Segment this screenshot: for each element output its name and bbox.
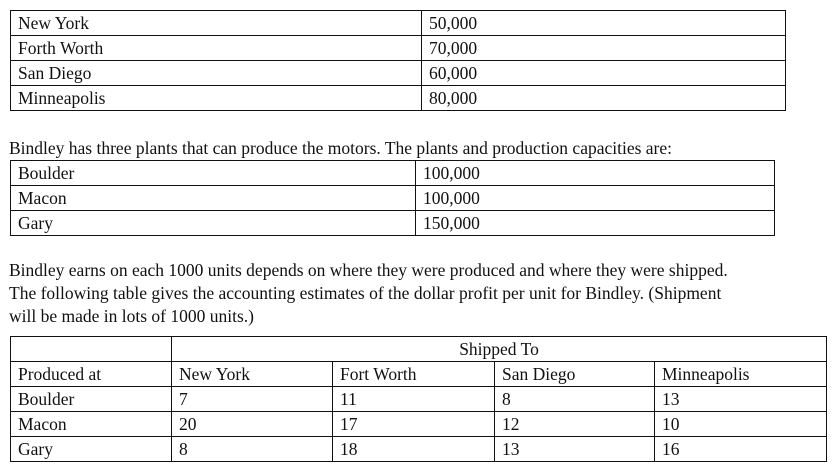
plant-cell: Gary (11, 211, 416, 236)
profit-intro-line: will be made in lots of 1000 units.) (9, 306, 254, 326)
demand-cell: 60,000 (422, 61, 786, 86)
column-header: Minneapolis (655, 362, 827, 387)
profit-cell: 18 (333, 437, 495, 462)
plant-cell: Macon (11, 412, 172, 437)
table-row (11, 86, 786, 111)
profit-cell: 8 (172, 437, 333, 462)
capacity-cell: 150,000 (416, 211, 775, 236)
city-cell: San Diego (11, 61, 422, 86)
plant-cell: Macon (11, 186, 416, 211)
column-header: Fort Worth (333, 362, 495, 387)
table-row (11, 186, 775, 211)
table-row (11, 11, 786, 36)
table-row (11, 412, 827, 437)
city-cell: Minneapolis (11, 86, 422, 111)
column-header: San Diego (495, 362, 655, 387)
demand-cell: 80,000 (422, 86, 786, 111)
shipped-to-header: Shipped To (172, 337, 827, 362)
profit-cell: 13 (495, 437, 655, 462)
profit-table (10, 336, 827, 462)
plants-intro-text: Bindley has three plants that can produce the motors. The plants and production capacities are: (9, 138, 673, 158)
profit-cell: 13 (655, 387, 827, 412)
profit-intro-line: The following table gives the accounting estimates of the dollar profit per unit for Bindley. (Shipment (9, 283, 722, 303)
profit-cell: 7 (172, 387, 333, 412)
column-header: New York (172, 362, 333, 387)
table-row (11, 211, 775, 236)
table-row (11, 36, 786, 61)
profit-cell: 11 (333, 387, 495, 412)
city-cell: New York (11, 11, 422, 36)
table-row (11, 337, 827, 362)
city-cell: Forth Worth (11, 36, 422, 61)
profit-intro-line: Bindley earns on each 1000 units depends on where they were produced and where they were shipped. (9, 260, 728, 280)
demand-cell: 70,000 (422, 36, 786, 61)
produced-at-header: Produced at (11, 362, 172, 387)
plant-cell: Boulder (11, 161, 416, 186)
demand-cell: 50,000 (422, 11, 786, 36)
profit-cell: 17 (333, 412, 495, 437)
profit-cell: 20 (172, 412, 333, 437)
profit-intro-text (9, 259, 728, 328)
table-row (11, 437, 827, 462)
capacity-cell: 100,000 (416, 161, 775, 186)
table-row (11, 161, 775, 186)
plant-cell: Boulder (11, 387, 172, 412)
profit-cell: 16 (655, 437, 827, 462)
table-row (11, 362, 827, 387)
capacity-cell: 100,000 (416, 186, 775, 211)
profit-cell: 12 (495, 412, 655, 437)
profit-cell: 10 (655, 412, 827, 437)
capacity-table (10, 160, 775, 236)
table-row (11, 61, 786, 86)
plant-cell: Gary (11, 437, 172, 462)
demand-table (10, 10, 786, 111)
empty-header-cell (11, 337, 172, 362)
profit-cell: 8 (495, 387, 655, 412)
table-row (11, 387, 827, 412)
